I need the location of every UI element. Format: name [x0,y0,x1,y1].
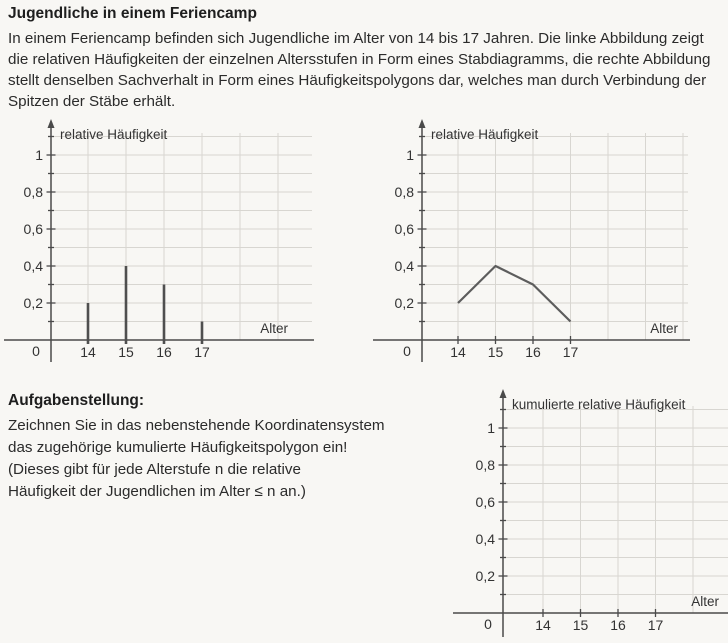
cumulative-frequency-empty-chart [450,385,728,643]
y-tick-label: 0,6 [394,221,414,237]
intro-line: In einem Feriencamp befinden sich Jugendliche im Alter von 14 bis 17 Jahren. Die linke Abbildung zeigt [8,30,704,47]
x-tick-label: 17 [562,344,579,360]
y-axis-title: relative Häufigkeit [431,127,539,142]
y-tick-label: 0,2 [23,295,43,311]
y-tick-label: 0,8 [23,184,43,200]
y-tick-label: 1 [35,147,43,163]
page-title: Jugendliche in einem Feriencamp [8,5,257,22]
intro-paragraph [8,28,710,112]
origin-label: 0 [484,616,492,632]
x-tick-label: 17 [647,617,664,633]
x-tick-label: 16 [525,344,541,360]
y-tick-label: 0,2 [394,295,414,311]
y-tick-label: 0,8 [475,457,495,473]
y-tick-label: 0,6 [475,494,495,510]
x-tick-label: 15 [118,344,134,360]
x-tick-label: 16 [610,617,626,633]
frequency-polygon-chart [368,115,724,367]
x-axis-title: Alter [650,321,678,336]
intro-line: Spitzen der Stäbe erhält. [8,93,176,110]
x-axis-title: Alter [691,594,719,609]
task-line: (Dieses gibt für jede Alterstufe n die relative [8,461,301,478]
intro-line: stellt denselben Sachverhalt in Form eines Häufigkeitspolygons dar, welches man durch Verbindung der [8,72,707,89]
x-tick-label: 15 [572,617,589,633]
x-tick-label: 14 [450,344,466,360]
y-tick-label: 0,2 [475,568,495,584]
y-axis-title: kumulierte relative Häufigkeit [512,397,686,412]
y-tick-label: 1 [487,420,495,436]
task-line: Häufigkeit der Jugendlichen im Alter ≤ n an.) [8,483,306,500]
bar-chart-relative-frequency [0,115,348,367]
x-tick-label: 16 [156,344,172,360]
y-axis-title: relative Häufigkeit [60,127,168,142]
task-section [8,392,385,503]
y-tick-label: 0,6 [23,221,43,237]
task-line: das zugehörige kumulierte Häufigkeitspolygon ein! [8,439,348,456]
y-tick-label: 1 [406,147,414,163]
task-text [8,415,385,503]
y-axis-arrow-icon [419,119,426,128]
y-tick-label: 0,4 [394,258,414,274]
x-axis-title: Alter [260,321,288,336]
intro-line: die relativen Häufigkeiten der einzelnen Altersstufen in Form eines Stabdiagramms, die rechte Abbildung [8,51,711,68]
x-tick-label: 14 [535,617,551,633]
x-tick-label: 17 [194,344,210,360]
origin-label: 0 [32,343,40,359]
x-tick-label: 15 [487,344,504,360]
origin-label: 0 [403,343,411,359]
y-tick-label: 0,4 [475,531,495,547]
task-line: Zeichnen Sie in das nebenstehende Koordinatensystem [8,417,385,434]
y-axis-arrow-icon [48,119,55,128]
y-axis-arrow-icon [500,389,507,398]
y-tick-label: 0,4 [23,258,43,274]
y-tick-label: 0,8 [394,184,414,200]
frequency-polygon-line [458,266,571,322]
x-tick-label: 14 [80,344,96,360]
task-heading: Aufgabenstellung: [8,392,145,409]
